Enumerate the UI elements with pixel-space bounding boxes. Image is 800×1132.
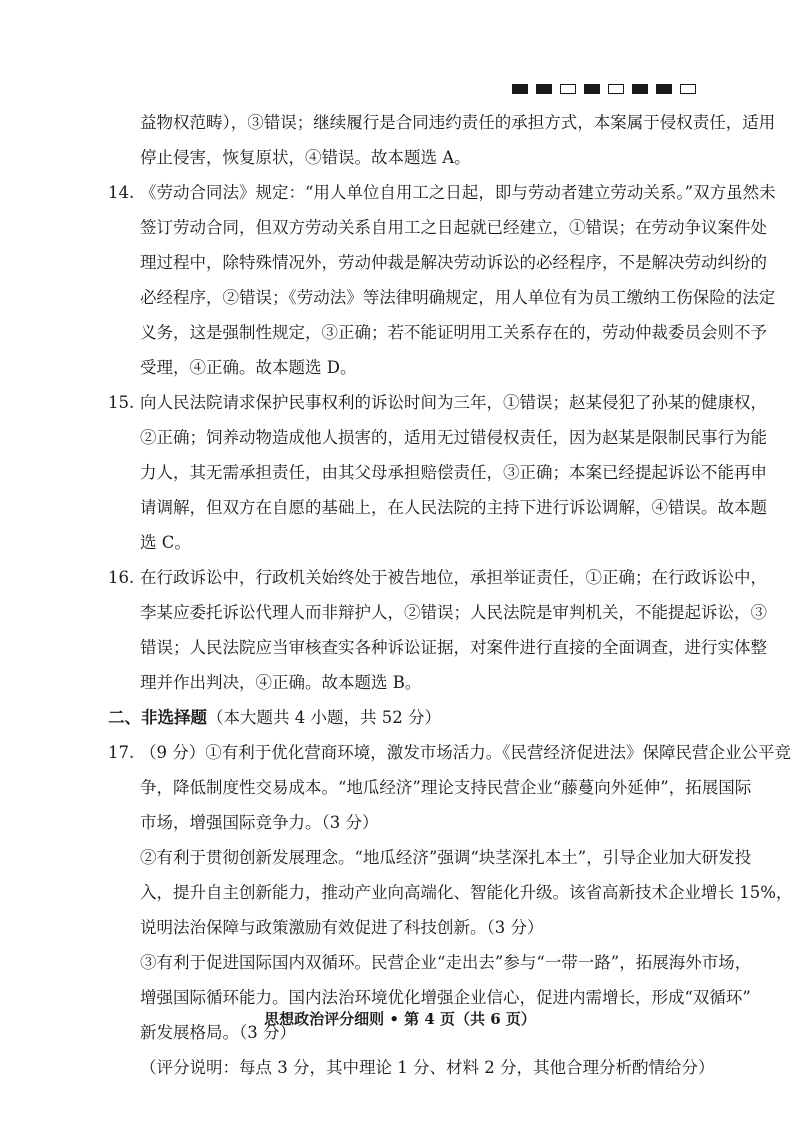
q16-line: 李某应委托诉讼代理人而非辩护人，②错误；人民法院是审判机关，不能提起诉讼，③ — [140, 603, 767, 622]
q17-text: （9 分）①有利于优化营商环境，激发市场活力。《民营经济促进法》保障民营企业公平竞 — [140, 743, 791, 762]
q14-line: 义务，这是强制性规定，③正确；若不能证明用工关系存在的，劳动仲裁委员会则不予 — [140, 323, 767, 342]
q17-point2-line: 入，提升自主创新能力，推动产业向高端化、智能化升级。该省高新技术企业增长 15%， — [140, 883, 793, 902]
header-mark-filled — [656, 84, 672, 94]
scoring-note: （评分说明：每点 3 分，其中理论 1 分、材料 2 分，其他合理分析酌情给分） — [140, 1058, 715, 1077]
header-mark-filled — [512, 84, 528, 94]
header-mark-filled — [584, 84, 600, 94]
q17-point2-line: 说明法治保障与政策激励有效促进了科技创新。（3 分） — [140, 918, 544, 937]
q15-text: 向人民法院请求保护民事权利的诉讼时间为三年，①错误；赵某侵犯了孙某的健康权， — [140, 393, 767, 412]
q17-point3-line: 新发展格局。（3 分） — [140, 1023, 296, 1042]
q16-line: 错误；人民法院应当审核查实各种诉讼证据，对案件进行直接的全面调查，进行实体整 — [140, 638, 767, 657]
header-mark-empty — [680, 84, 696, 94]
section-title: 二、非选择题 — [108, 708, 207, 727]
q15-line — [108, 393, 767, 413]
section-heading — [108, 708, 698, 728]
header-mark-empty — [608, 84, 624, 94]
q17-line: 争，降低制度性交易成本。“地瓜经济”理论支持民营企业“藤蔓向外延伸”，拓展国际 — [140, 778, 752, 797]
header-mark-empty — [560, 84, 576, 94]
q15-line: 请调解，但双方在自愿的基础上，在人民法院的主持下进行诉讼调解，④错误。故本题 — [140, 498, 767, 517]
q16-text: 在行政诉讼中，行政机关始终处于被告地位，承担举证责任，①正确；在行政诉讼中， — [140, 568, 767, 587]
q14-text: 《劳动合同法》规定：“用人单位自用工之日起，即与劳动者建立劳动关系。”双方虽然未 — [140, 183, 776, 202]
q16-number: 16. — [108, 568, 135, 587]
continuation-line: 停止侵害，恢复原状，④错误。故本题选 A。 — [140, 148, 471, 167]
q17-number: 17. — [108, 743, 135, 762]
q14-line: 受理，④正确。故本题选 D。 — [140, 358, 357, 377]
q14-line — [108, 183, 776, 203]
q15-line: 选 C。 — [140, 533, 191, 552]
q14-line: 签订劳动合同，但双方劳动关系自用工之日起就已经建立，①错误；在劳动争议案件处 — [140, 218, 767, 237]
q16-line — [108, 568, 767, 588]
page-footer: 思想政治评分细则 • 第 4 页（共 6 页） — [264, 1010, 536, 1028]
q17-point3-line: ③有利于促进国际国内双循环。民营企业“走出去”参与“一带一路”，拓展海外市场， — [140, 953, 752, 972]
answer-content — [108, 113, 793, 1093]
q17-point2-line: ②有利于贯彻创新发展理念。“地瓜经济”强调“块茎深扎本土”，引导企业加大研发投 — [140, 848, 752, 867]
q14-number: 14. — [108, 183, 135, 202]
q15-number: 15. — [108, 393, 135, 412]
continuation-line: 益物权范畴），③错误；继续履行是合同违约责任的承担方式，本案属于侵权责任，适用 — [140, 113, 776, 132]
header-marks — [512, 84, 696, 94]
q17-point3-line: 增强国际循环能力。国内法治环境优化增强企业信心，促进内需增长，形成“双循环” — [140, 988, 751, 1007]
q15-line: ②正确；饲养动物造成他人损害的，适用无过错侵权责任，因为赵某是限制民事行为能 — [140, 428, 767, 447]
q15-line: 力人，其无需承担责任，由其父母承担赔偿责任，③正确；本案已经提起诉讼不能再申 — [140, 463, 767, 482]
q14-line: 理过程中，除特殊情况外，劳动仲裁是解决劳动诉讼的必经程序，不是解决劳动纠纷的 — [140, 253, 767, 272]
section-note: （本大题共 4 小题，共 52 分） — [207, 708, 441, 727]
q14-line: 必经程序，②错误；《劳动法》等法律明确规定，用人单位有为员工缴纳工伤保险的法定 — [140, 288, 776, 307]
header-mark-filled — [632, 84, 648, 94]
q17-line — [108, 743, 791, 763]
q17-line: 市场，增强国际竞争力。（3 分） — [140, 813, 379, 832]
q16-line: 理并作出判决，④正确。故本题选 B。 — [140, 673, 422, 692]
header-mark-filled — [536, 84, 552, 94]
